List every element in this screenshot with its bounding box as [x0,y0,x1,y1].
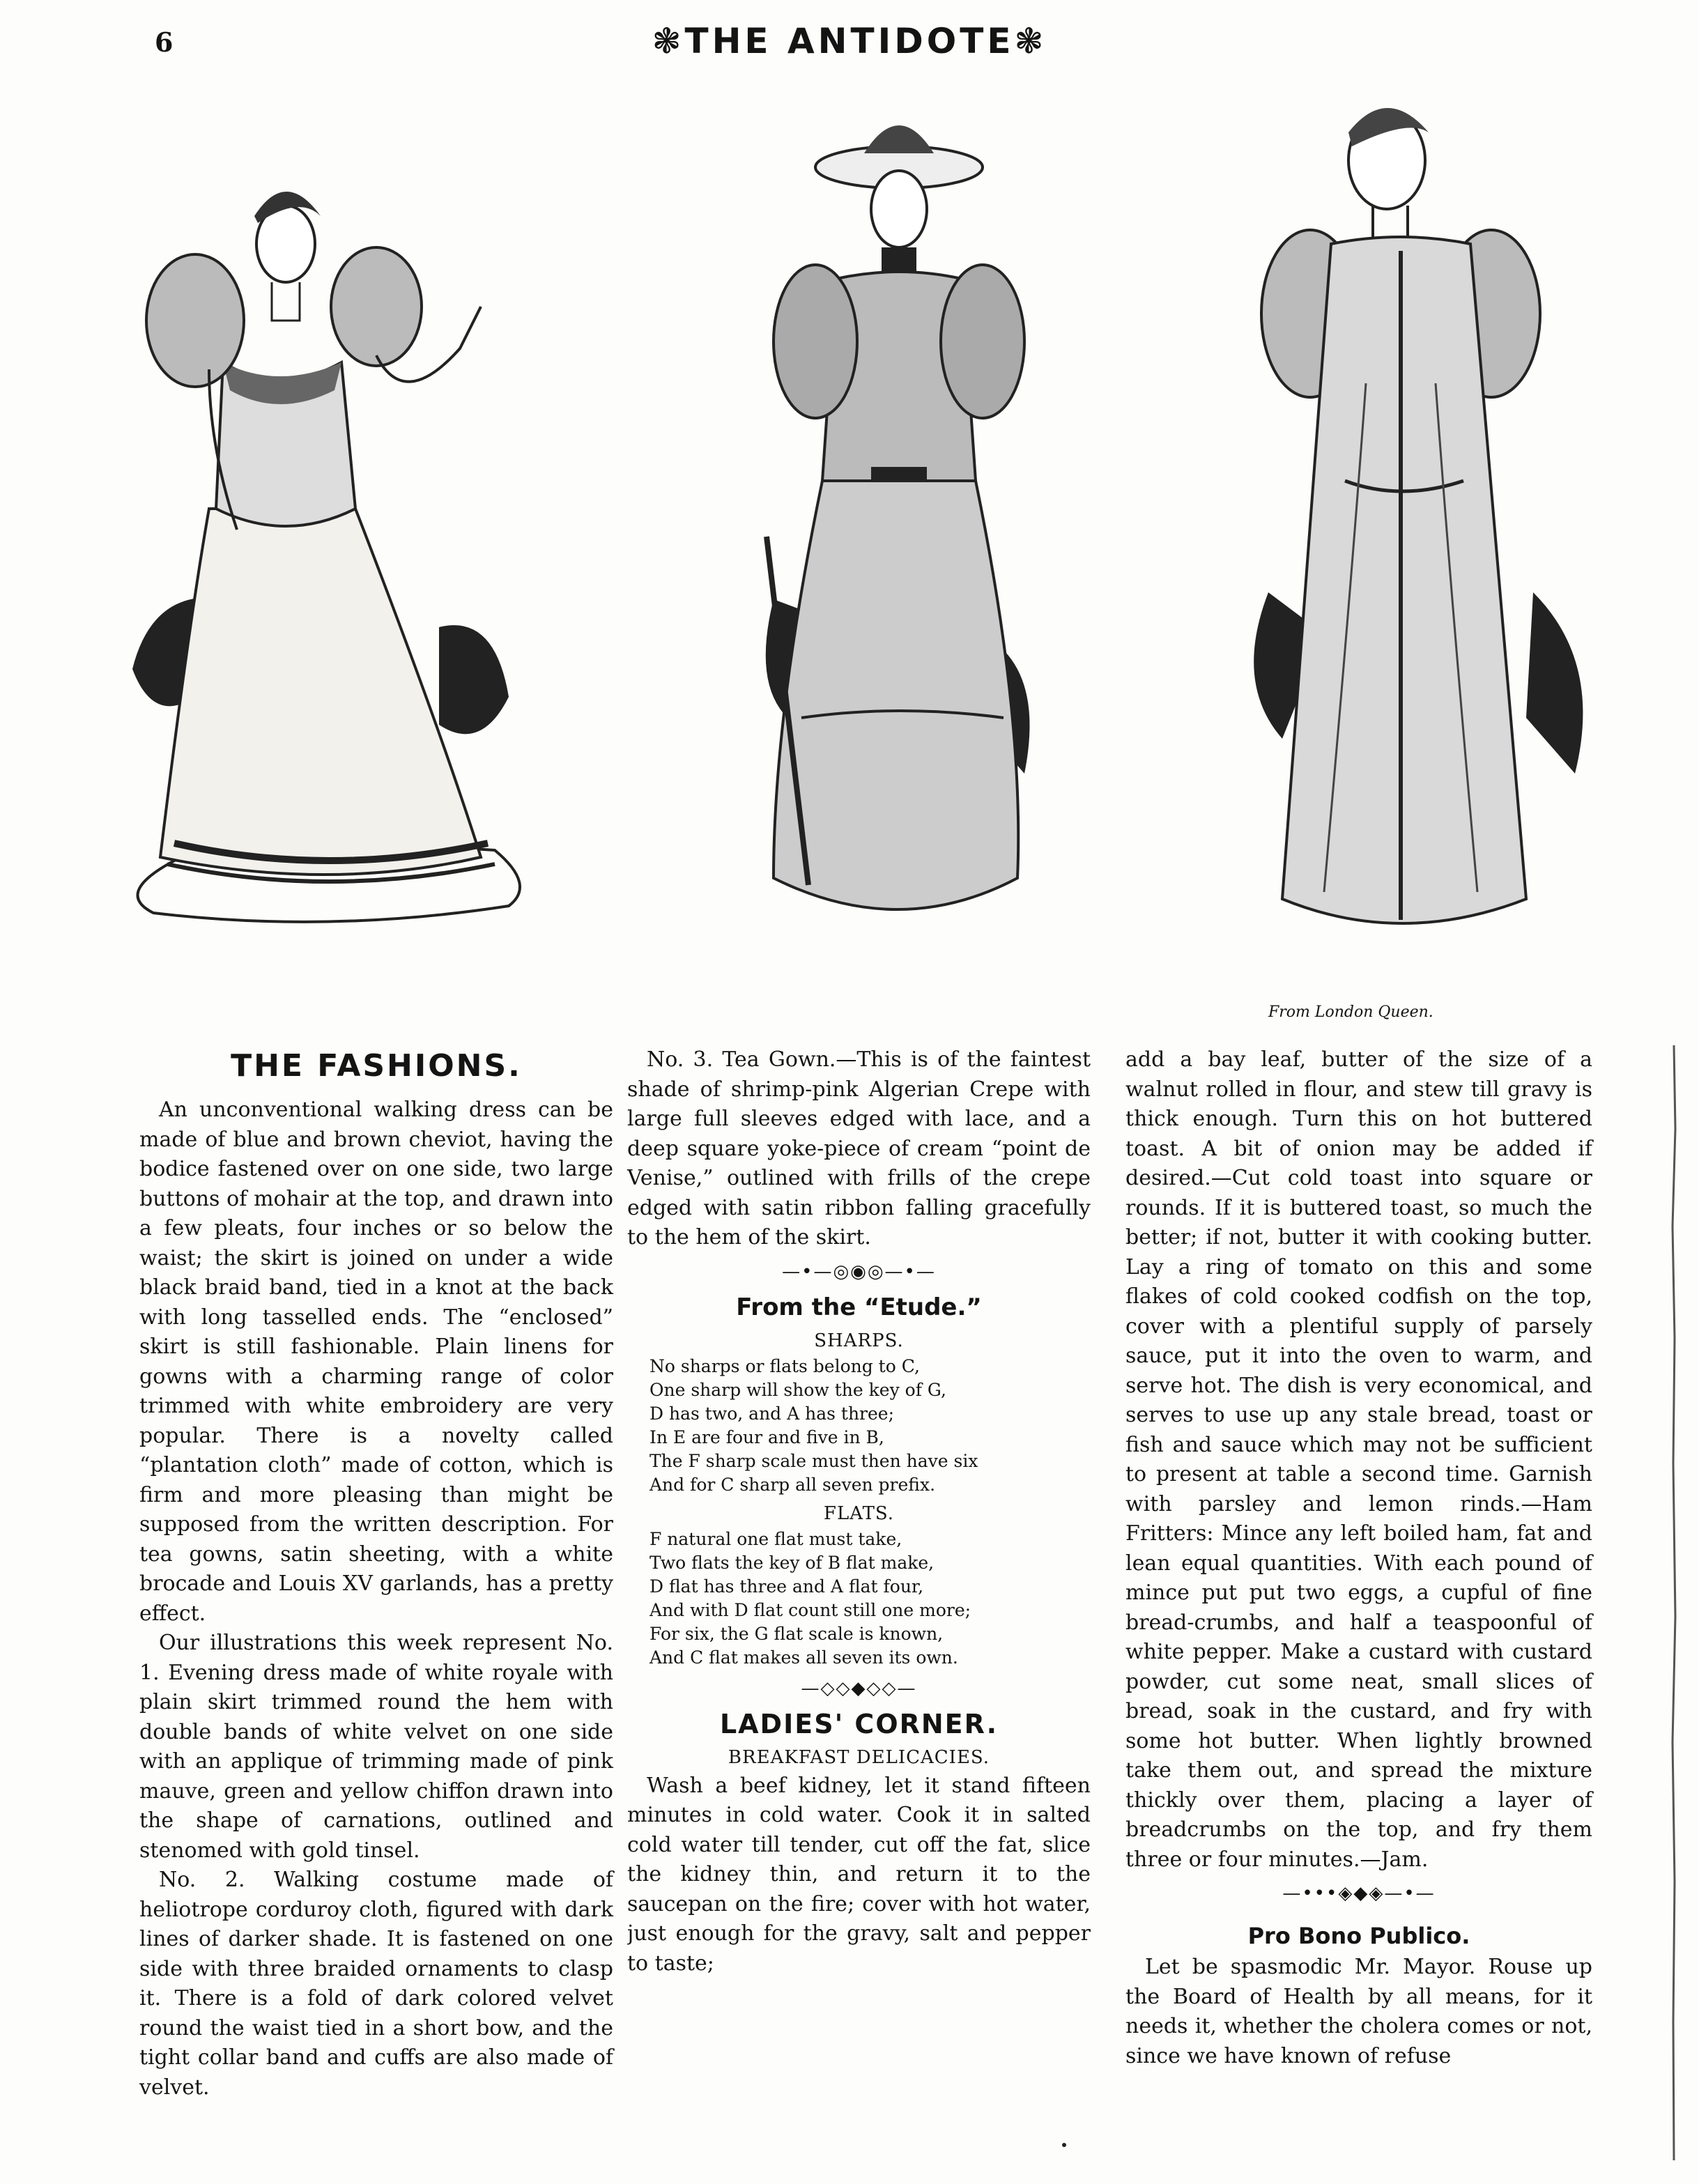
fashions-paragraph: No. 2. Walking costume made of heliotrope corduroy cloth, figured with dark lines of darker shade. It is fastened on one side with three braided ornaments to clasp it. There is a fold of dark colored velvet round the waist tied in a short bow, and the tight collar band and cuffs are also made of velvet. [139,1868,613,2100]
poem-line: D flat has three and A flat four, [649,1576,924,1597]
fashions-paragraph: An unconventional walking dress can be made of blue and brown cheviot, having the bodice fastened over on one side, two large buttons of mohair at the top, and drawn into a few pleats, four inches or so below the waist; the skirt is joined on under a wide black braid band, tied in a knot at the back with long tasselled ends. The “enclosed” skirt is still fashionable. Plain linens for gowns with a charming range of color trimmed with white embroidery are very popular. There is a novelty called “plantation cloth” made of cotton, which is firm and more pleasing than might be supposed from the written description. For tea gowns, satin sheeting, with a white brocade and Louis XV garlands, has a pretty effect. [139,1098,613,1626]
poem-line: No sharps or flats belong to C, [649,1355,920,1376]
poem-line: And with D flat count still one more; [649,1599,971,1620]
poem-line: And for C sharp all seven prefix. [649,1474,936,1495]
ornament-divider: —◇◇◆◇◇— [801,1677,917,1699]
print-speck [1062,2143,1066,2147]
column-3 [1125,1045,1592,2071]
poem-line: The F sharp scale must then have six [649,1450,978,1471]
tea-gown-figure [1227,91,1617,976]
fashions-paragraph: Our illustrations this week represent No. 1. Evening dress made of white royale with plain skirt trimmed round the hem with double bands of white velvet on one side with an applique of trimming made of pink mauve, green and yellow chiffon drawn into the shape of carnations, outlined and stenomed with gold tinsel. [139,1631,613,1863]
poem-line: In E are four and five in B, [649,1426,884,1447]
evening-dress-figure [49,98,578,983]
ornament-divider: —•••◈◆◈—•— [1282,1883,1436,1904]
poem-line: Two flats the key of B flat make, [649,1552,935,1573]
fashions-heading: THE FASHIONS. [231,1048,522,1084]
margin-scan-artifact [1667,1045,1681,2160]
page-number: 6 [155,26,174,58]
recipe-text-part-1: Wash a beef kidney, let it stand fifteen minutes in cold water. Cook it in salted cold water till tender, cut off the fat, slice the kidney thin, and return it to the saucepan on the fire; cover with hot water, just enough for the gravy, salt and pepper to taste; [627,1773,1091,1976]
recipe-text-part-2: add a bay leaf, butter of the size of a walnut rolled in flour, and stew till gravy is thick enough. Turn this on hot buttered toast. A bit of onion may be added if desired.—Cut cold toast into square or rounds. If it is buttered toast, so much the better; if not, butter it with cooking butter. Lay a ring of tomato on this and some flakes of cold cooked codfish on the top, cover with a plentiful supply of parsely sauce, put it into the oven to warm, and serve hot. The dish is very economical, and serves to use up any stale bread, toast or fish and sauce which may not be sufficient to present at table a second time. Garnish with parsley and lemon rinds.—Ham Fritters: Mince any left boiled ham, fat and lean equal quantities. With each pound of mince put put two eggs, a cupful of fine bread-crumbs, and half a teaspoonful of white pepper. Make a custard with custard powder, cut some neat, small slices of bread, soak in the custard, and fry with some hot butter. When lightly browned take them out, and spread the mixture thickly over them, placing a layer of breadcrumbs on the top, and fry them three or four minutes.—Jam. [1125,1047,1592,1872]
pro-bono-paragraph: Let be spasmodic Mr. Mayor. Rouse up the Board of Health by all means, for it needs it, whether the cholera comes or not, since we have known of refuse [1125,1955,1592,2068]
poem-line: For six, the G flat scale is known, [649,1623,944,1644]
etude-heading: From the “Etude.” [736,1293,982,1321]
masthead-title: ❃THE ANTIDOTE❃ [652,21,1047,61]
flats-poem [649,1528,1091,1670]
column-1 [139,1045,613,2102]
ornament-divider: —•—◎◉◎—•— [782,1261,936,1282]
poem-line: One sharp will show the key of G, [649,1379,946,1400]
walking-costume-figure [732,91,1066,969]
poem-line: F natural one flat must take, [649,1528,902,1549]
column-2 [627,1045,1091,2008]
poem-line: And C flat makes all seven its own. [649,1647,958,1668]
sharps-poem [649,1355,1091,1497]
illustration-credit: From London Queen. [1268,1003,1433,1021]
sharps-title: SHARPS. [814,1330,904,1351]
fashions-paragraph: No. 3. Tea Gown.—This is of the faintest shade of shrimp-pink Algerian Crepe with large full sleeves edged with lace, and a deep square yoke-piece of cream “point de Venise,” outlined with frills of the crepe edged with satin ribbon falling gracefully to the hem of the skirt. [627,1047,1091,1249]
poem-line: D has two, and A has three; [649,1403,895,1424]
pro-bono-heading: Pro Bono Publico. [1247,1923,1470,1949]
flats-title: FLATS. [823,1502,895,1524]
ladies-corner-heading: LADIES' CORNER. [719,1708,999,1739]
breakfast-subheading: BREAKFAST DELICACIES. [728,1746,990,1768]
